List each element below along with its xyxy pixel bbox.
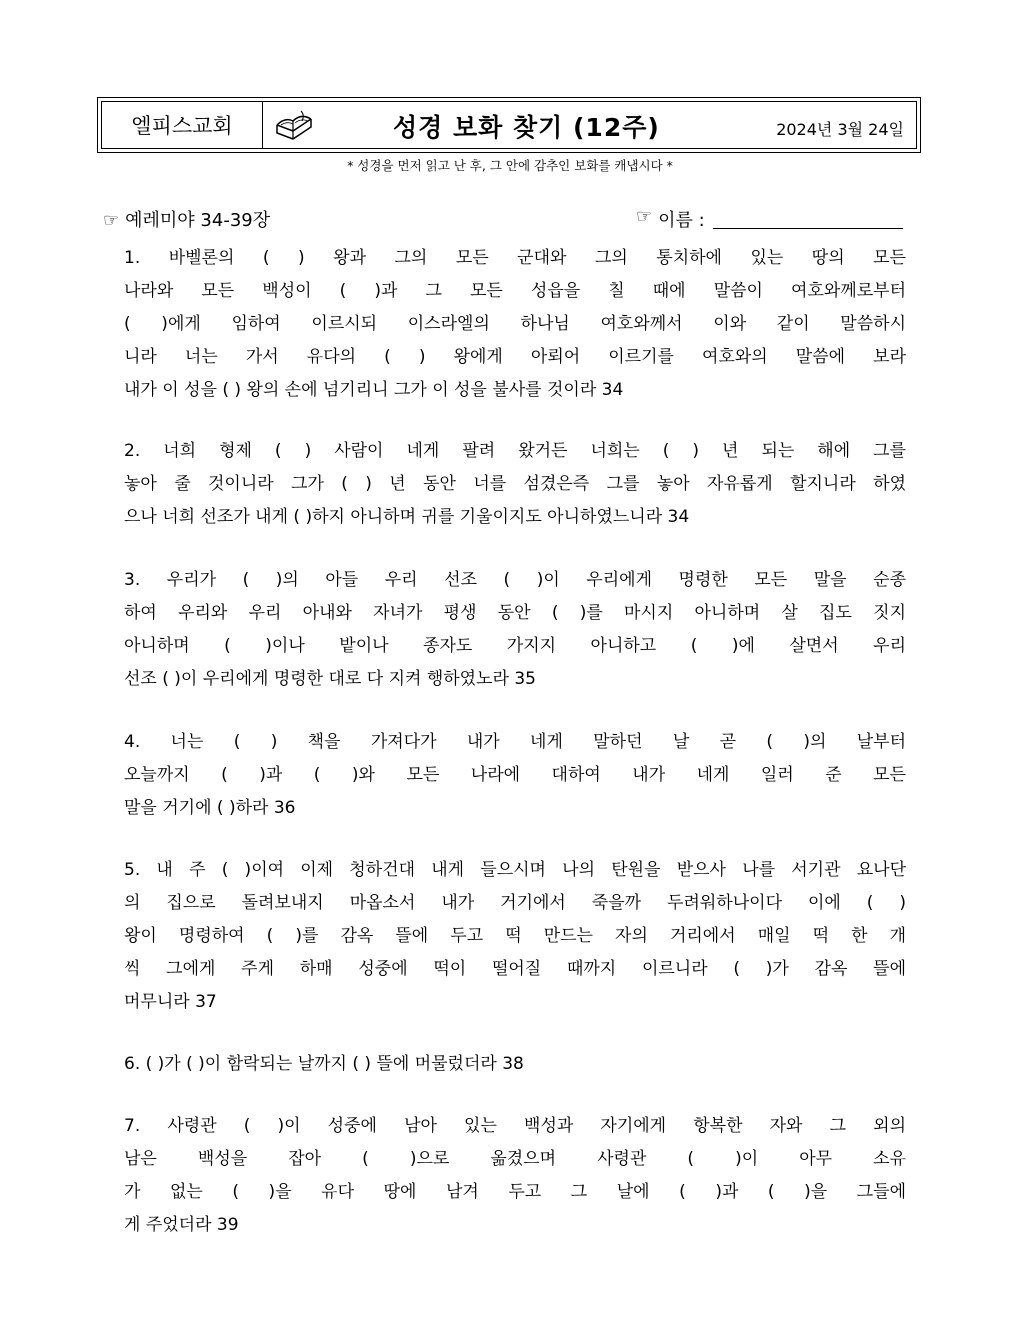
question-line: 남은 백성을 잡아 ( )으로 옮겼으며 사령관 ( )이 아무 소유 — [124, 1149, 906, 1169]
question-line: 게 주었더라 39 — [124, 1215, 239, 1235]
name-label: 이름 : — [658, 210, 705, 231]
passage-label — [103, 206, 270, 232]
question-7 — [124, 1110, 906, 1242]
question-line: 6. ( )가 ( )이 함락되는 날까지 ( ) 뜰에 머물렀더라 38 — [124, 1054, 524, 1074]
question-line: 니라 너는 가서 유다의 ( ) 왕에게 아뢰어 이르기를 여호와의 말씀에 보라 — [124, 347, 906, 367]
name-field — [636, 206, 903, 232]
open-book-icon — [271, 107, 315, 145]
title-cell — [263, 102, 916, 148]
question-line: 내가 이 성을 ( ) 왕의 손에 넘기리니 그가 이 성을 불사를 것이라 34 — [124, 380, 624, 400]
question-line: 씩 그에게 주게 하매 성중에 떡이 떨어질 때까지 이르니라 ( )가 감옥 뜰에 — [124, 959, 906, 979]
question-line: 나라와 모든 백성이 ( )과 그 모든 성읍을 칠 때에 말씀이 여호와께로부터 — [124, 281, 906, 301]
question-1 — [124, 242, 906, 407]
question-line: 말을 거기에 ( )하라 36 — [124, 798, 296, 818]
question-line: 선조 ( )이 우리에게 명령한 대로 다 지켜 행하였노라 35 — [124, 669, 536, 689]
page-title: 성경 보화 찾기 (12주) — [393, 113, 660, 142]
question-line: 오늘까지 ( )과 ( )와 모든 나라에 대하여 내가 네게 일러 준 모든 — [124, 765, 906, 785]
question-line: 2. 너희 형제 ( ) 사람이 네게 팔려 왔거든 너희는 ( ) 년 되는 해에 그를 — [124, 441, 906, 461]
church-name: 엘피스교회 — [102, 102, 263, 148]
header-box — [97, 97, 921, 153]
question-line: 하여 우리와 우리 아내와 자녀가 평생 동안 ( )를 마시지 아니하며 살 집도 짓지 — [124, 603, 906, 623]
question-line: 5. 내 주 ( )이여 이제 청하건대 내게 들으시며 나의 탄원을 받으사 나를 서기관 요나단 — [124, 860, 906, 880]
name-blank-line[interactable] — [713, 206, 903, 229]
question-line: 아니하며 ( )이나 밭이나 종자도 가지지 아니하고 ( )에 살면서 우리 — [124, 636, 906, 656]
question-line: 1. 바벨론의 ( ) 왕과 그의 모든 군대와 그의 통치하에 있는 땅의 모든 — [124, 248, 906, 268]
header-inner — [101, 101, 917, 149]
question-line: 으나 너희 선조가 내게 ( )하지 아니하며 귀를 기울이지도 아니하였느니라 34 — [124, 507, 690, 527]
question-4 — [124, 726, 906, 825]
question-line: 3. 우리가 ( )의 아들 우리 선조 ( )이 우리에게 명령한 모든 말을 순종 — [124, 570, 906, 590]
subtitle: * 성경을 먼저 읽고 난 후, 그 안에 감추인 보화를 캐냅시다 * — [347, 158, 673, 173]
question-line: 머무니라 37 — [124, 992, 217, 1012]
question-3 — [124, 564, 906, 696]
question-line: 왕이 명령하여 ( )를 감옥 뜰에 두고 떡 만드는 자의 거리에서 매일 떡 한 개 — [124, 926, 906, 946]
question-line: 의 집으로 돌려보내지 마옵소서 내가 거기에서 죽을까 두려워하나이다 이에 ( ) — [124, 893, 906, 913]
question-5 — [124, 854, 906, 1019]
question-line: 놓아 줄 것이니라 그가 ( ) 년 동안 너를 섬겼은즉 그를 놓아 자유롭게 할지니라 하였 — [124, 474, 906, 494]
question-2 — [124, 435, 906, 534]
pointing-hand-icon: ☞ — [636, 206, 653, 227]
question-line: 가 없는 ( )을 유다 땅에 남겨 두고 그 날에 ( )과 ( )을 그들에 — [124, 1182, 906, 1202]
pointing-hand-icon: ☞ — [103, 210, 120, 231]
passage-text: 예레미야 34-39장 — [125, 210, 271, 231]
date: 2024년 3월 24일 — [776, 120, 904, 139]
question-line: ( )에게 임하여 이르시되 이스라엘의 하나님 여호와께서 이와 같이 말씀하시 — [124, 314, 906, 334]
question-line: 7. 사령관 ( )이 성중에 남아 있는 백성과 자기에게 항복한 자와 그 외의 — [124, 1116, 906, 1136]
question-line: 4. 너는 ( ) 책을 가져다가 내가 네게 말하던 날 곧 ( )의 날부터 — [124, 732, 906, 752]
question-6 — [124, 1048, 906, 1081]
